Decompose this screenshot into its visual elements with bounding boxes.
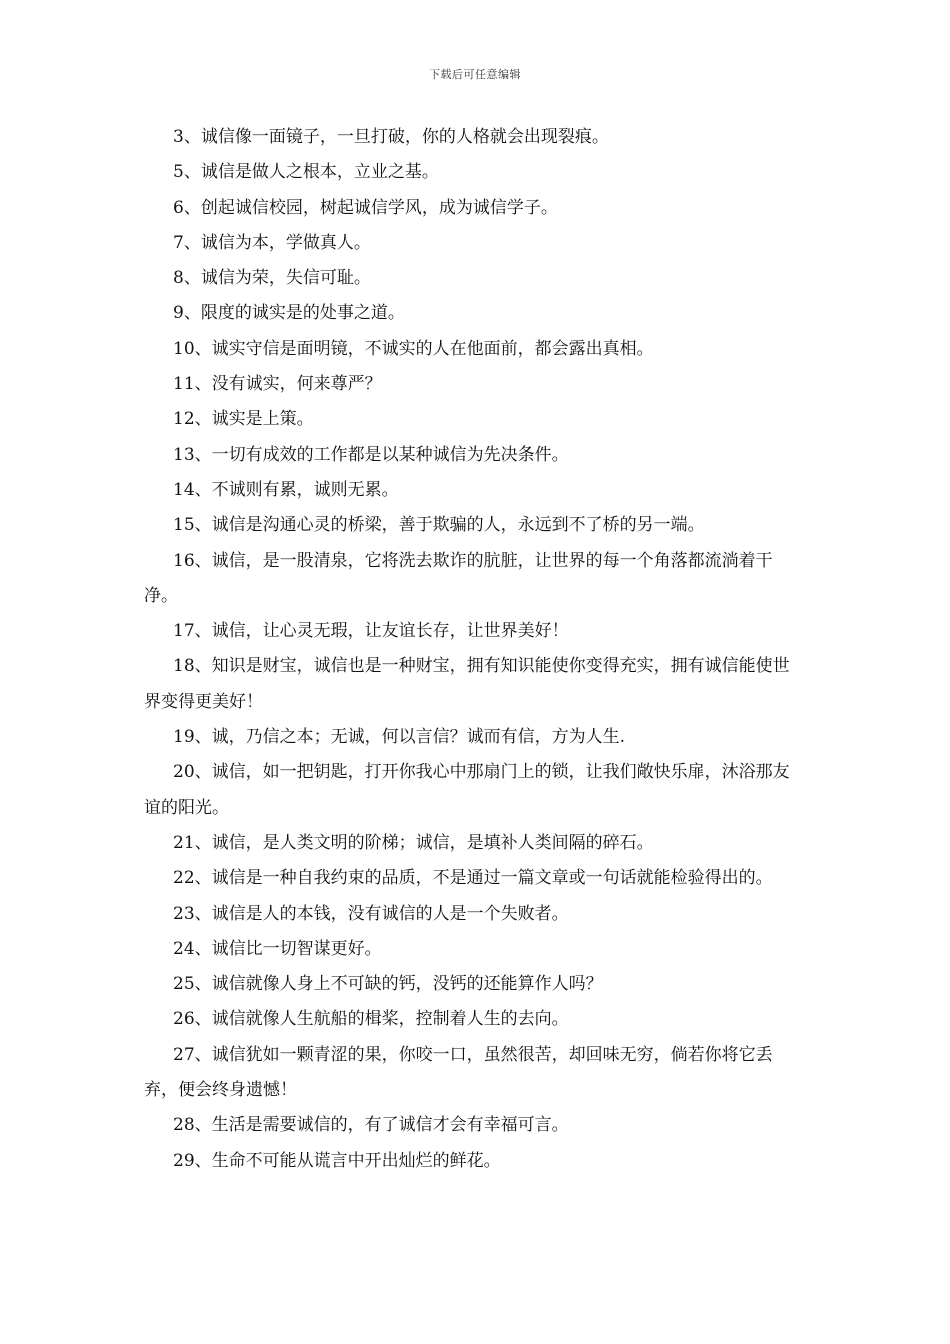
paragraph: 14、不诚则有累，诚则无累。: [173, 479, 399, 500]
paragraph: 3、诚信像一面镜子，一旦打破，你的人格就会出现裂痕。: [173, 127, 609, 147]
paragraph: 23、诚信是人的本钱，没有诚信的人是一个失败者。: [173, 903, 569, 924]
paragraph: 24、诚信比一切智谋更好。: [173, 938, 382, 959]
paragraph: 7、诚信为本，学做真人。: [173, 232, 371, 253]
paragraph: 22、诚信是一种自我约束的品质，不是通过一篇文章或一句话就能检验得出的。: [173, 868, 773, 889]
paragraph: 8、诚信为荣，失信可耻。: [173, 268, 371, 289]
paragraph: 13、一切有成效的工作都是以某种诚信为先决条件。: [173, 444, 569, 465]
paragraph: 28、生活是需要诚信的，有了诚信才会有幸福可言。: [173, 1115, 569, 1136]
paragraph: 27、诚信犹如一颗青涩的果，你咬一口，虽然很苦，却回味无穷，倘若你将它丢弃，便会终身遗憾！: [144, 1044, 773, 1101]
paragraph: 16、诚信，是一股清泉，它将洗去欺诈的肮脏，让世界的每一个角落都流淌着干净。: [144, 550, 773, 606]
paragraph: 11、没有诚实，何来尊严？: [173, 374, 382, 395]
paragraph: 21、诚信，是人类文明的阶梯；诚信，是填补人类间隔的碎石。: [173, 832, 654, 853]
page-header: 下载后可任意编辑: [429, 68, 521, 81]
paragraph: 25、诚信就像人身上不可缺的钙，没钙的还能算作人吗？: [173, 974, 603, 995]
paragraph: 6、创起诚信校园，树起诚信学风，成为诚信学子。: [173, 197, 558, 218]
paragraph: 19、诚，乃信之本；无诚，何以言信？诚而有信，方为人生.: [173, 727, 626, 748]
paragraph: 29、生命不可能从谎言中开出灿烂的鲜花。: [173, 1150, 501, 1171]
paragraph: 10、诚实守信是面明镜，不诚实的人在他面前，都会露出真相。: [173, 338, 654, 359]
paragraph: 18、知识是财宝，诚信也是一种财宝，拥有知识能使你变得充实，拥有诚信能使世界变得更美好！: [144, 656, 790, 712]
paragraph: 9、限度的诚实是的处事之道。: [173, 303, 405, 324]
paragraph: 5、诚信是做人之根本，立业之基。: [173, 162, 439, 183]
paragraph: 15、诚信是沟通心灵的桥梁，善于欺骗的人，永远到不了桥的另一端。: [173, 515, 705, 536]
document-body: [144, 120, 806, 1179]
paragraph: 17、诚信，让心灵无瑕，让友谊长存，让世界美好！: [173, 621, 569, 642]
paragraph: 26、诚信就像人生航船的楫桨，控制着人生的去向。: [173, 1009, 569, 1030]
paragraph: 12、诚实是上策。: [173, 409, 314, 430]
paragraph: 20、诚信，如一把钥匙，打开你我心中那扇门上的锁，让我们敞快乐扉，沐浴那友谊的阳光。: [144, 762, 790, 818]
